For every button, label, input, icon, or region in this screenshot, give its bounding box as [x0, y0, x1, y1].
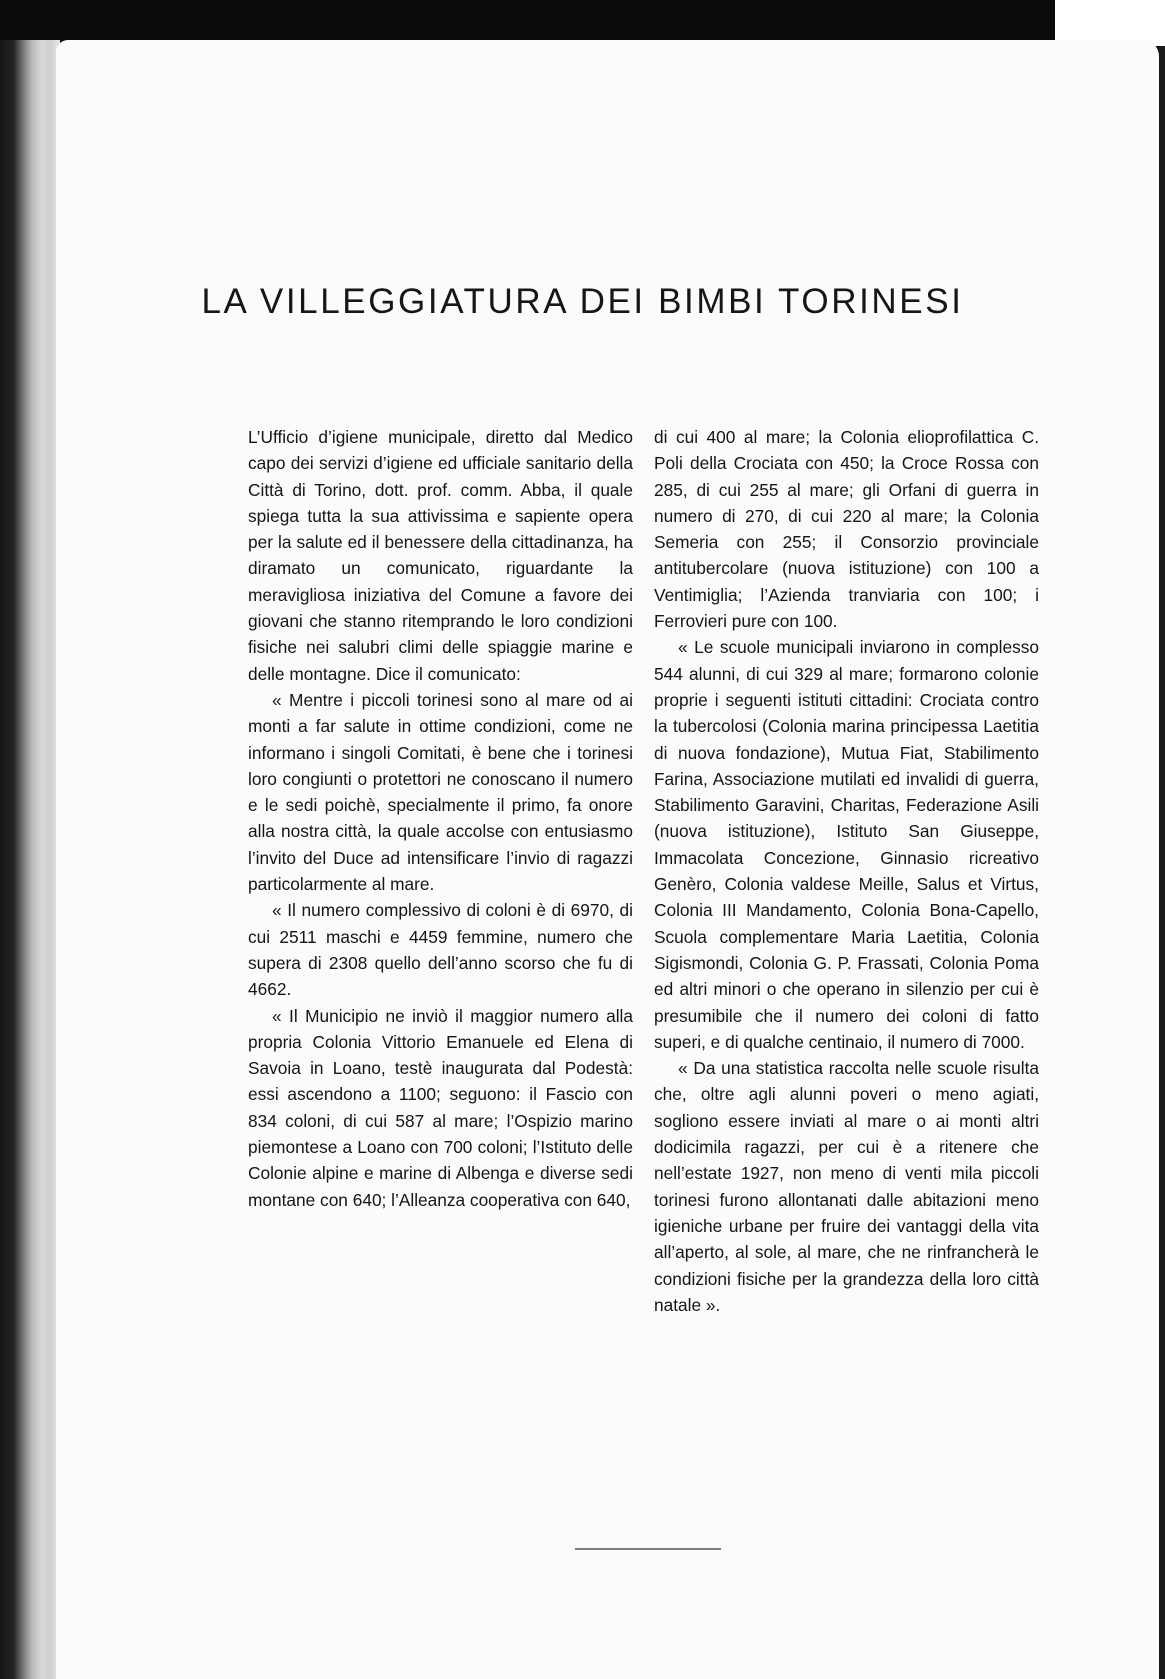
- paragraph-quote-4: « Le scuole municipali inviarono in complesso 544 alunni, di cui 329 al mare; formarono colonie proprie i seguenti istituti cittadini: Crociata contro la tubercolosi (Colonia marina principessa Laetitia di nuova fondazione), Mutua Fiat, Stabilimento Farina, Associazione mutilati ed invalidi di guerra, Stabilimento Garavini, Charitas, Federazione Asili (nuova istituzione), Istituto San Giuseppe, Immacolata Concezione, Ginnasio ricreativo Genèro, Colonia valdese Meille, Salus et Virtus, Colonia III Mandamento, Colonia Bona-Capello, Scuola complementare Maria Laetitia, Colonia Sigismondi, Colonia G. P. Frassati, Colonia Poma ed altri minori o che operano in silenzio per cui è presumibile che il numero dei coloni di fatto superi, e di qualche centinaio, il numero di 7000.: [654, 637, 1039, 1052]
- paragraph-quote-1: « Mentre i piccoli torinesi sono al mare od ai monti a far salute in ottime condizioni, come ne informano i singoli Comitati, è bene che i torinesi loro congiunti o protettori ne conoscano il numero e le sedi poichè, specialmente il primo, fa onore alla nostra città, la quale accolse con entusiasmo l’invito del Duce ad intensificare l’invio di ragazzi particolarmente al mare.: [248, 689, 633, 895]
- paragraph-quote-5: « Da una statistica raccolta nelle scuole risulta che, oltre agli alunni poveri o meno agiati, sogliono essere inviati al mare o ai monti altri dodicimila ragazzi, per cui è a ritenere che nell’estate 1927, non meno di venti mila piccoli torinesi furono allontanati dalle abitazioni meno igieniche urbane per fruire dei vantaggi della vita all’aperto, al sole, al mare, che ne rinfrancherà le condizioni fisiche per la grandezza della loro città natale ».: [654, 1058, 1039, 1315]
- paragraph-intro: L’Ufficio d’igiene municipale, diretto dal Medico capo dei servizi d’igiene ed ufficiale sanitario della Città di Torino, dott. prof. comm. Abba, il quale spiega tutta la sua attivissima e sapiente opera per la salute ed il benessere della cittadinanza, ha diramato un comunicato, riguardante la meravigliosa iniziativa del Comune a favore dei giovani che stanno ritemprando le loro condizioni fisiche nei salubri climi delle spiaggie marine e delle montagne. Dice il comunicato:: [248, 427, 633, 684]
- end-rule-divider: [575, 1548, 721, 1550]
- right-column: [654, 424, 1039, 1318]
- left-column: [248, 424, 633, 1213]
- page-title: LA VILLEGGIATURA DEI BIMBI TORINESI: [201, 282, 964, 321]
- paragraph-quote-2: « Il numero complessivo di coloni è di 6970, di cui 2511 maschi e 4459 femmine, numero che supera di 2308 quello dell’anno scorso che fu di 4662.: [248, 900, 633, 1000]
- paragraph-continuation: di cui 400 al mare; la Colonia elioprofilattica C. Poli della Crociata con 450; la Croce Rossa con 285, di cui 255 al mare; gli Orfani di guerra in numero di 270, di cui 220 al mare; la Colonia Semeria con 255; il Consorzio provinciale antitubercolare (nuova istituzione) con 100 a Ventimiglia; l’Azienda tranviaria con 100; i Ferrovieri pure con 100.: [654, 427, 1039, 632]
- paragraph-quote-3: « Il Municipio ne inviò il maggior numero alla propria Colonia Vittorio Emanuele ed Elena di Savoia in Loano, testè inaugurata dal Podestà: essi ascendono a 1100; seguono: il Fascio con 834 coloni, di cui 587 al mare; l’Ospizio marino piemontese a Loano con 700 coloni; l’Istituto delle Colonie alpine e marine di Albenga e diverse sedi montane con 640; l’Alleanza cooperativa con 640,: [248, 1005, 633, 1210]
